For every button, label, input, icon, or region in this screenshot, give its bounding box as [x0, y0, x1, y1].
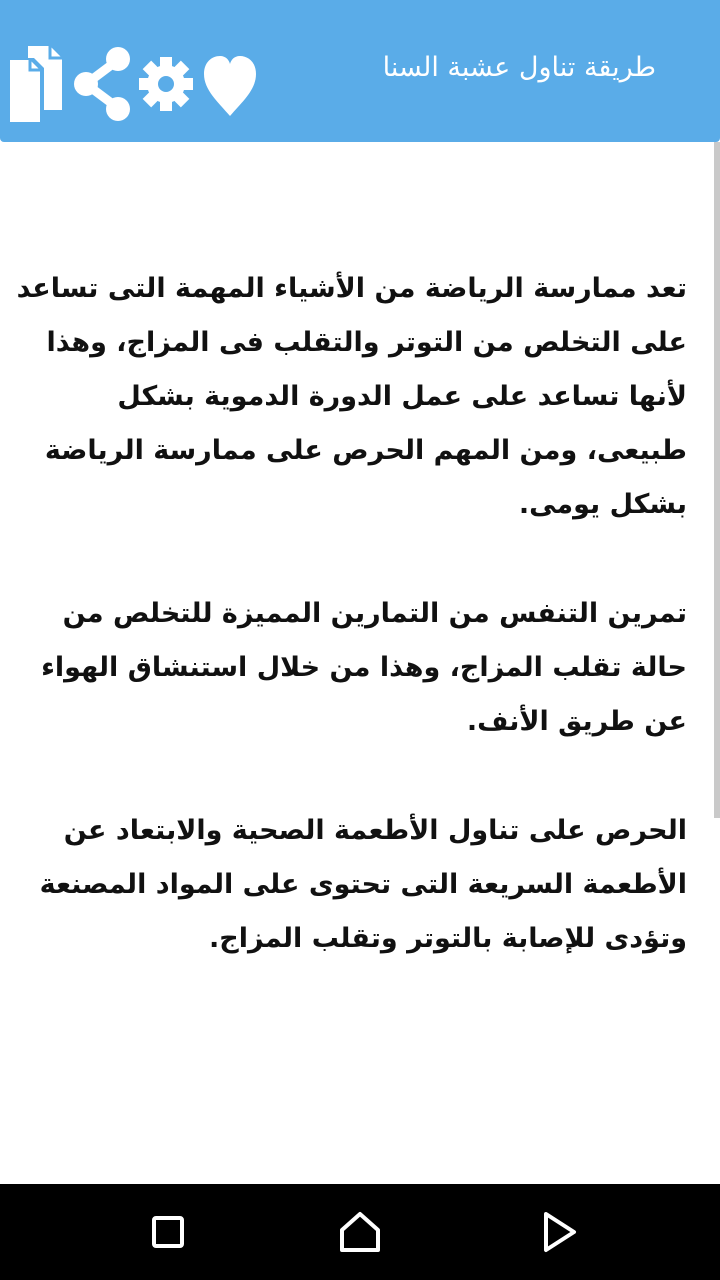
home-icon[interactable] — [328, 1200, 392, 1264]
heart-icon[interactable] — [200, 44, 260, 124]
recents-icon[interactable] — [136, 1200, 200, 1264]
article-body — [10, 262, 687, 1021]
share-icon[interactable] — [72, 44, 132, 124]
navigation-bar — [0, 1184, 720, 1280]
back-icon[interactable] — [528, 1200, 592, 1264]
app-bar — [0, 0, 720, 142]
gear-icon[interactable] — [136, 44, 196, 124]
scrollbar[interactable] — [714, 142, 720, 818]
page-title: طريقة تناول عشبة السنا — [382, 52, 656, 83]
article-paragraph: تعد ممارسة الرياضة من الأشياء المهمة التى تساعد على التخلص من التوتر والتقلب فى المزاج، وهذا لأنها تساعد على عمل الدورة الدموية بشكل طبيعى، ومن المهم الحرص على ممارسة الرياضة بشكل يومى. — [16, 273, 687, 520]
article-paragraph: الحرص على تناول الأطعمة الصحية والابتعاد عن الأطعمة السريعة التى تحتوى على المواد المصنعة وتؤدى للإصابة بالتوتر وتقلب المزاج. — [39, 815, 687, 954]
copy-icon[interactable] — [8, 44, 64, 124]
article-paragraph: تمرين التنفس من التمارين المميزة للتخلص من حالة تقلب المزاج، وهذا من خلال استنشاق الهواء عن طريق الأنف. — [41, 598, 687, 737]
